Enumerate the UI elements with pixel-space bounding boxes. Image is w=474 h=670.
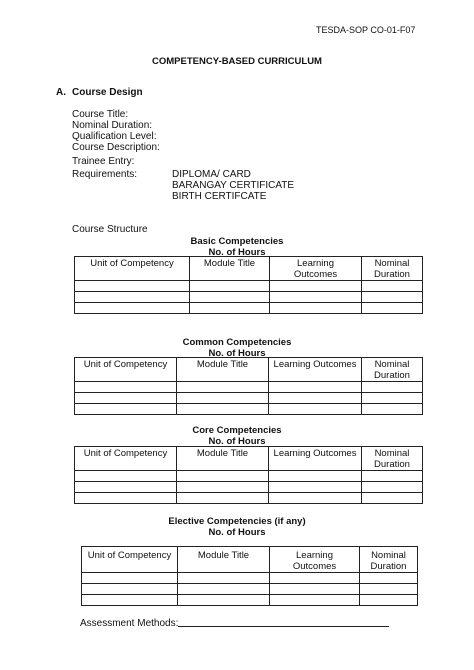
table-row xyxy=(75,471,423,482)
col-module-title: Module Title xyxy=(190,257,270,281)
section-heading: Course Design xyxy=(72,87,143,98)
table-row xyxy=(75,292,423,303)
elective-competencies-title: Elective Competencies (if any) xyxy=(168,516,306,527)
col-learning-outcomes: Learning Outcomes xyxy=(269,447,362,471)
table-row xyxy=(82,584,418,595)
field-qualification-level: Qualification Level: xyxy=(72,131,157,142)
core-competencies-title: Core Competencies xyxy=(192,425,282,436)
table-row xyxy=(82,595,418,606)
table-row xyxy=(75,303,423,314)
col-unit-of-competency: Unit of Competency xyxy=(82,547,178,573)
col-unit-of-competency: Unit of Competency xyxy=(75,257,190,281)
table-row xyxy=(75,493,423,504)
requirement-item: BARANGAY CERTIFICATE xyxy=(172,180,295,191)
col-module-title: Module Title xyxy=(177,447,269,471)
basic-competencies-title: Basic Competencies xyxy=(190,236,284,247)
col-module-title: Module Title xyxy=(178,547,270,573)
document-title: COMPETENCY-BASED CURRICULUM xyxy=(152,56,322,67)
col-learning-outcomes: Learning Outcomes xyxy=(269,358,362,382)
col-nominal-duration: Nominal Duration xyxy=(362,257,423,281)
table-row xyxy=(75,404,423,415)
section-letter: A. xyxy=(56,87,66,98)
table-row xyxy=(82,573,418,584)
col-nominal-duration: Nominal Duration xyxy=(360,547,418,573)
col-nominal-duration: Nominal Duration xyxy=(362,447,423,471)
common-competencies-title: Common Competencies xyxy=(182,337,292,348)
field-trainee-entry: Trainee Entry: xyxy=(72,156,135,167)
core-competencies-table xyxy=(74,446,423,504)
table-row xyxy=(75,382,423,393)
col-learning-outcomes: Learning Outcomes xyxy=(270,257,362,281)
col-learning-outcomes: Learning Outcomes xyxy=(270,547,360,573)
table-row xyxy=(75,281,423,292)
field-course-title: Course Title: xyxy=(72,109,129,120)
field-nominal-duration: Nominal Duration: xyxy=(72,120,153,131)
col-nominal-duration: Nominal Duration xyxy=(362,358,423,382)
col-unit-of-competency: Unit of Competency xyxy=(75,358,177,382)
elective-competencies-table xyxy=(81,546,418,606)
document-code: TESDA-SOP CO-01-F07 xyxy=(316,25,416,35)
requirement-item: BIRTH CERTIFCATE xyxy=(172,191,267,202)
requirements-label: Requirements: xyxy=(72,169,138,180)
common-hours-label: No. of Hours xyxy=(208,348,266,359)
assessment-methods-label: Assessment Methods: xyxy=(80,618,179,629)
basic-competencies-table xyxy=(74,256,423,314)
table-row xyxy=(75,393,423,404)
field-course-description: Course Description: xyxy=(72,142,160,153)
basic-hours-label: No. of Hours xyxy=(208,247,266,258)
col-unit-of-competency: Unit of Competency xyxy=(75,447,177,471)
common-competencies-table xyxy=(74,357,423,415)
col-module-title: Module Title xyxy=(177,358,269,382)
course-structure-label: Course Structure xyxy=(72,224,148,235)
requirement-item: DIPLOMA/ CARD xyxy=(172,169,251,180)
table-row xyxy=(75,482,423,493)
core-hours-label: No. of Hours xyxy=(208,436,266,447)
assessment-methods-field[interactable] xyxy=(178,626,389,627)
elective-hours-label: No. of Hours xyxy=(208,527,266,538)
